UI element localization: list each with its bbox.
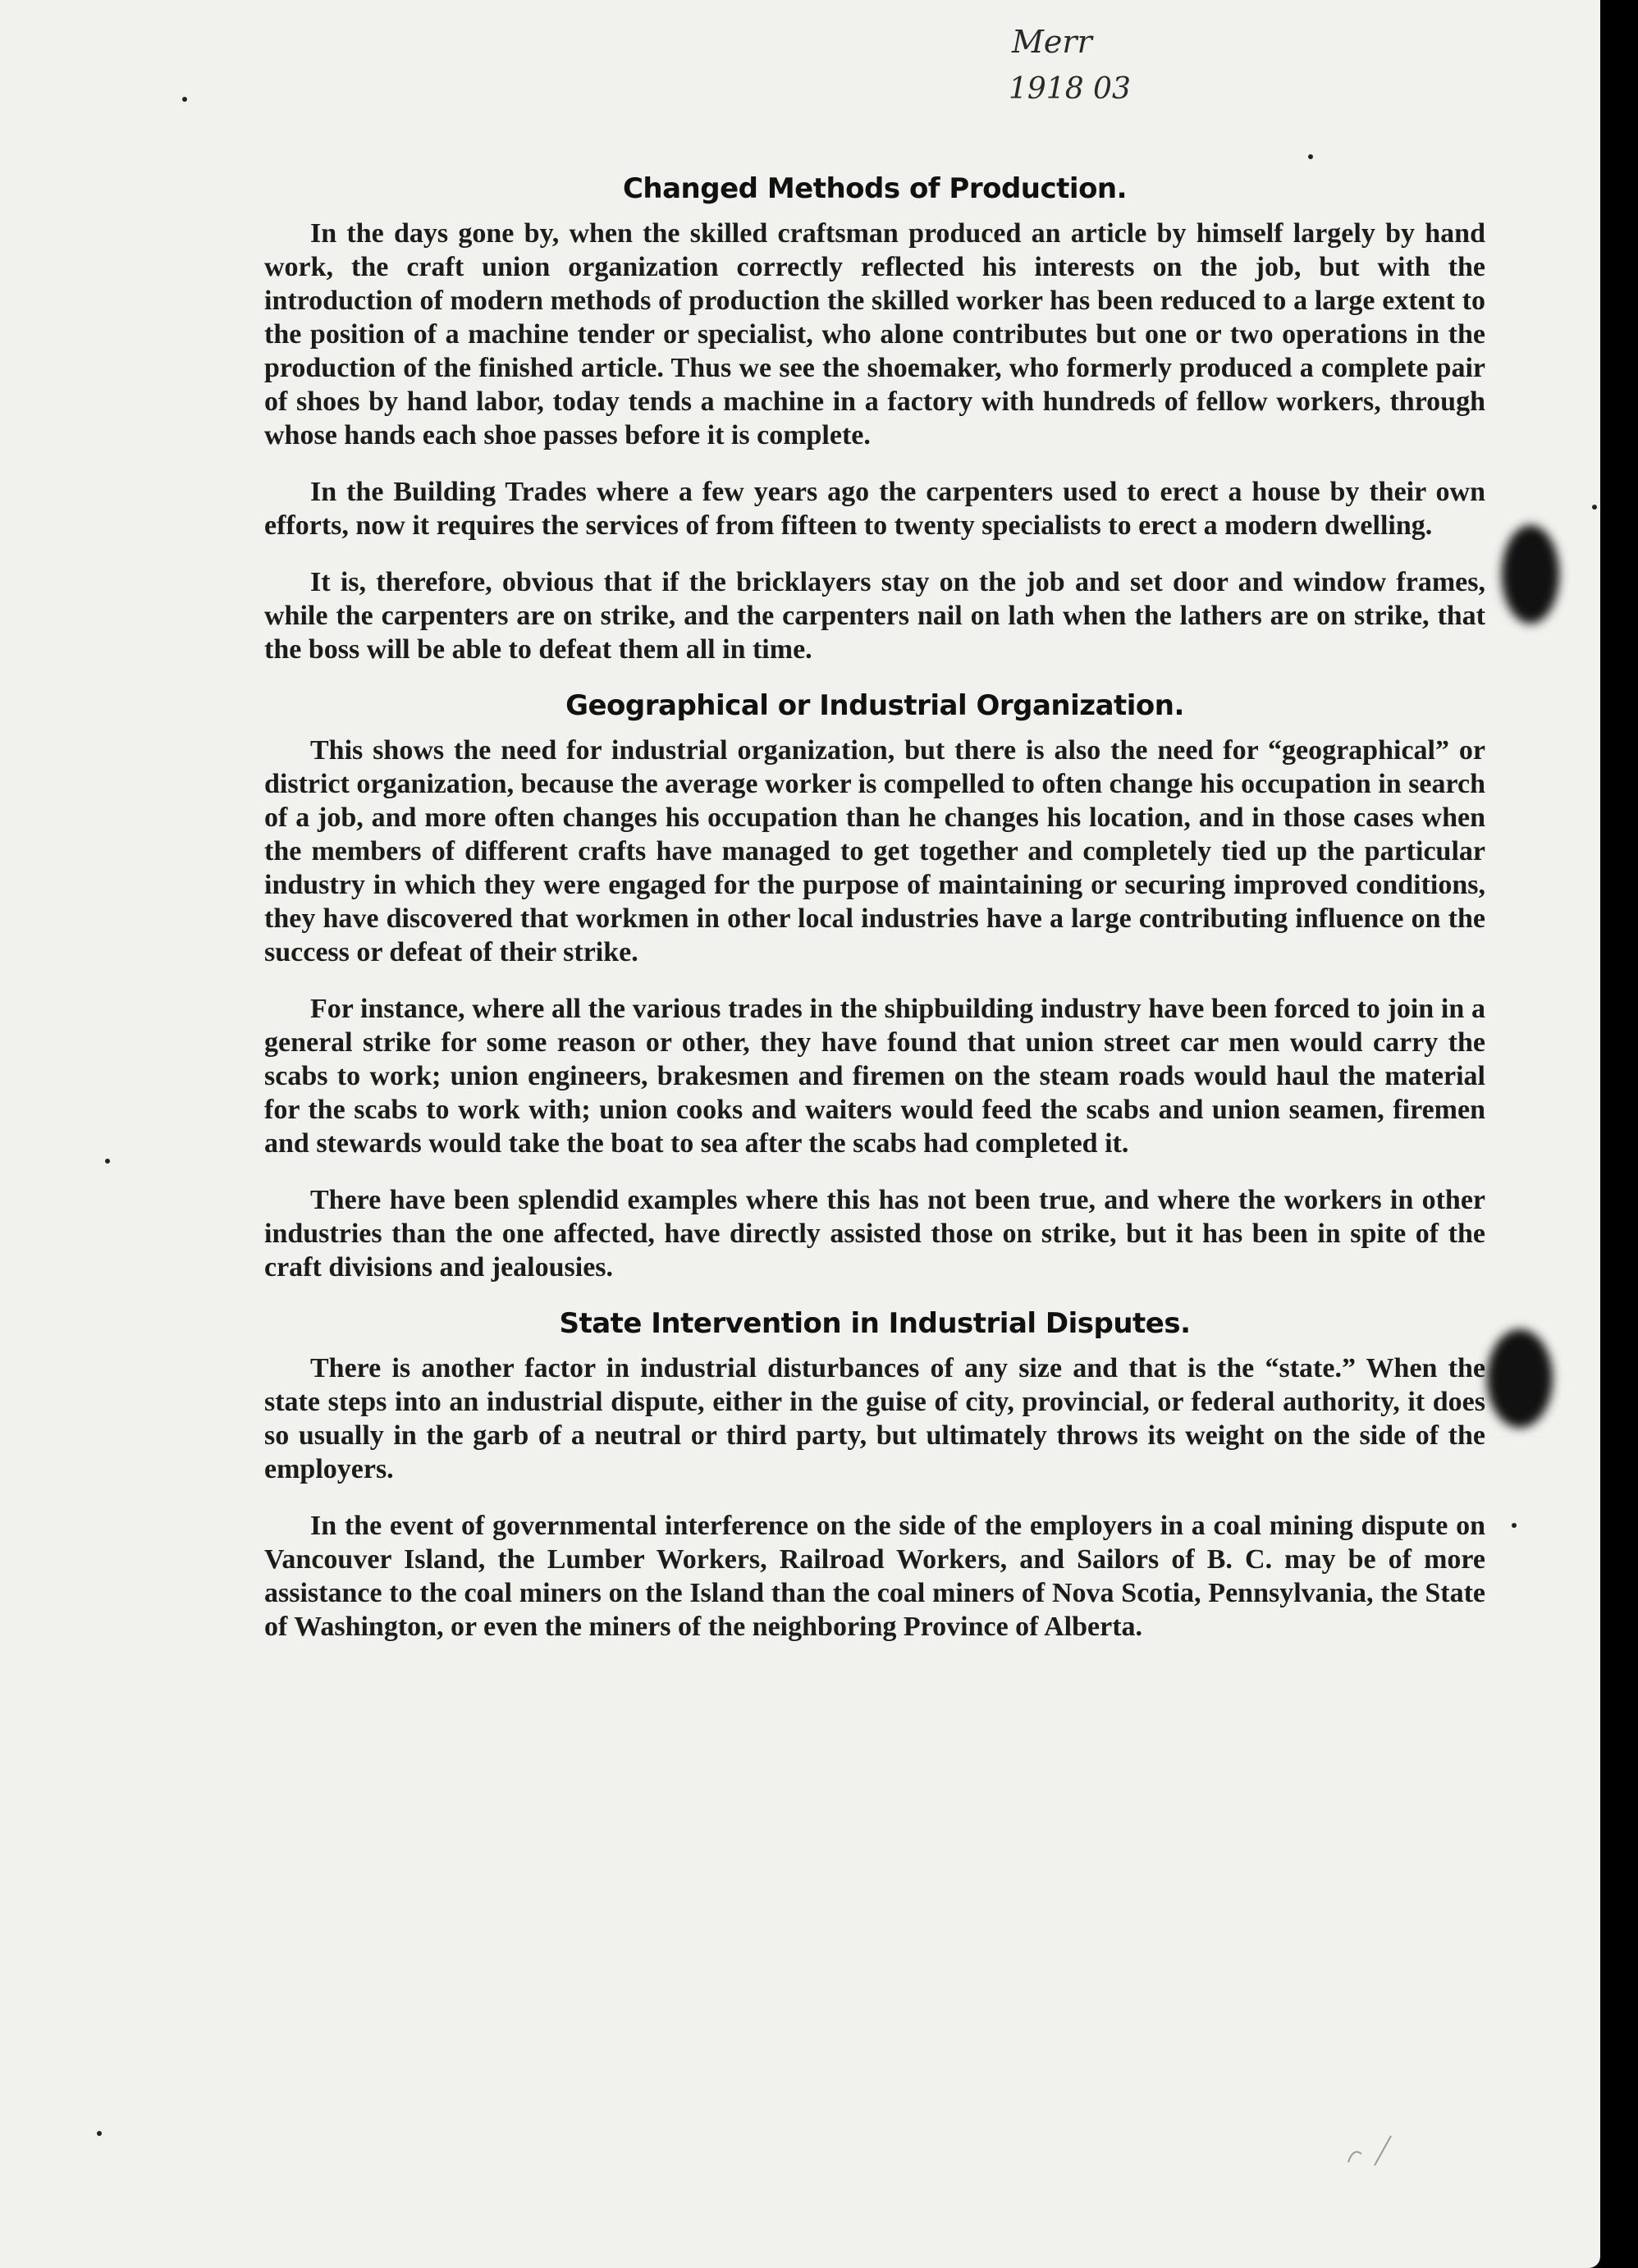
annotation-line-1: Merr — [1012, 24, 1092, 60]
section-heading-1: Changed Methods of Production. — [622, 172, 1128, 205]
paragraph: In the event of governmental interference on the side of the employers in a coal mining dispute on Vancouver Island, the Lumber Workers, Railroad Workers, and Sailors of B. C. may be of more assistance to the coal miners on the Island than the coal miners of Nova Scotia, Pennsylvania, the State of Washington, or even the miners of the neighboring Province of Alberta. — [264, 1511, 1485, 1642]
pencil-mark — [1342, 2129, 1399, 2170]
paragraph: There is another factor in industrial disturbances of any size and that is the “state.” When the state steps into an industrial dispute, either in the guise of city, provincial, or federal authority, it does so usually in the garb of a neutral or third party, but ultimately throws its weight on the side of the employers. — [264, 1353, 1485, 1484]
dust-speck — [182, 97, 187, 102]
dust-speck — [97, 2131, 102, 2136]
dust-speck — [1308, 154, 1313, 159]
paragraph: There have been splendid examples where this has not been true, and where the workers in other industries than the one affected, have directly assisted those on strike, but it has been in spite of the craft divisions and jealousies. — [264, 1185, 1485, 1283]
section-heading-2: Geographical or Industrial Organization. — [565, 689, 1184, 722]
dust-speck — [1592, 505, 1597, 510]
document-body — [264, 156, 1485, 1667]
section-heading-3: State Intervention in Industrial Disputes. — [559, 1307, 1191, 1340]
paragraph: This shows the need for industrial organization, but there is also the need for “geographical” or district organization, because the average worker is compelled to often change his occupation in search of a job, and more often changes his occupation than he changes his location, and in those cases when the members of different crafts have managed to get together and completely tied up the particular industry in which they were engaged for the purpose of maintaining or securing improved conditions, they have discovered that workmen in other local industries have a large contributing influence on the success or defeat of their strike. — [264, 735, 1485, 967]
annotation-line-2: 1918 03 — [1009, 72, 1131, 106]
dust-speck — [1512, 1523, 1517, 1528]
scan-border — [1600, 0, 1638, 2268]
ink-blot — [1502, 525, 1559, 624]
ink-blot — [1487, 1329, 1553, 1428]
paragraph: In the Building Trades where a few years ago the carpenters used to erect a house by their own efforts, now it requires the services of from fifteen to twenty specialists to erect a modern dwelling. — [264, 477, 1485, 541]
paragraph: In the days gone by, when the skilled craftsman produced an article by himself largely by hand work, the craft union organization correctly reflected his interests on the job, but with the introduction of modern methods of production the skilled worker has been reduced to a large extent to the position of a machine tender or specialist, who alone contributes but one or two operations in the production of the finished article. Thus we see the shoemaker, who formerly produced a complete pair of shoes by hand labor, today tends a machine in a factory with hundreds of fellow workers, through whose hands each shoe passes before it is complete. — [264, 218, 1485, 450]
paragraph: It is, therefore, obvious that if the bricklayers stay on the job and set door and window frames, while the carpenters are on strike, and the carpenters nail on lath when the lathers are on strike, that the boss will be able to defeat them all in time. — [264, 567, 1485, 665]
paragraph: For instance, where all the various trades in the shipbuilding industry have been forced to join in a general strike for some reason or other, they have found that union street car men would carry the scabs to work; union engineers, brakesmen and firemen on the steam roads would haul the material for the scabs to work with; union cooks and waiters would feed the scabs and union seamen, firemen and stewards would take the boat to sea after the scabs had completed it. — [264, 994, 1485, 1159]
handwritten-annotation — [1005, 18, 1145, 108]
dust-speck — [105, 1159, 110, 1164]
